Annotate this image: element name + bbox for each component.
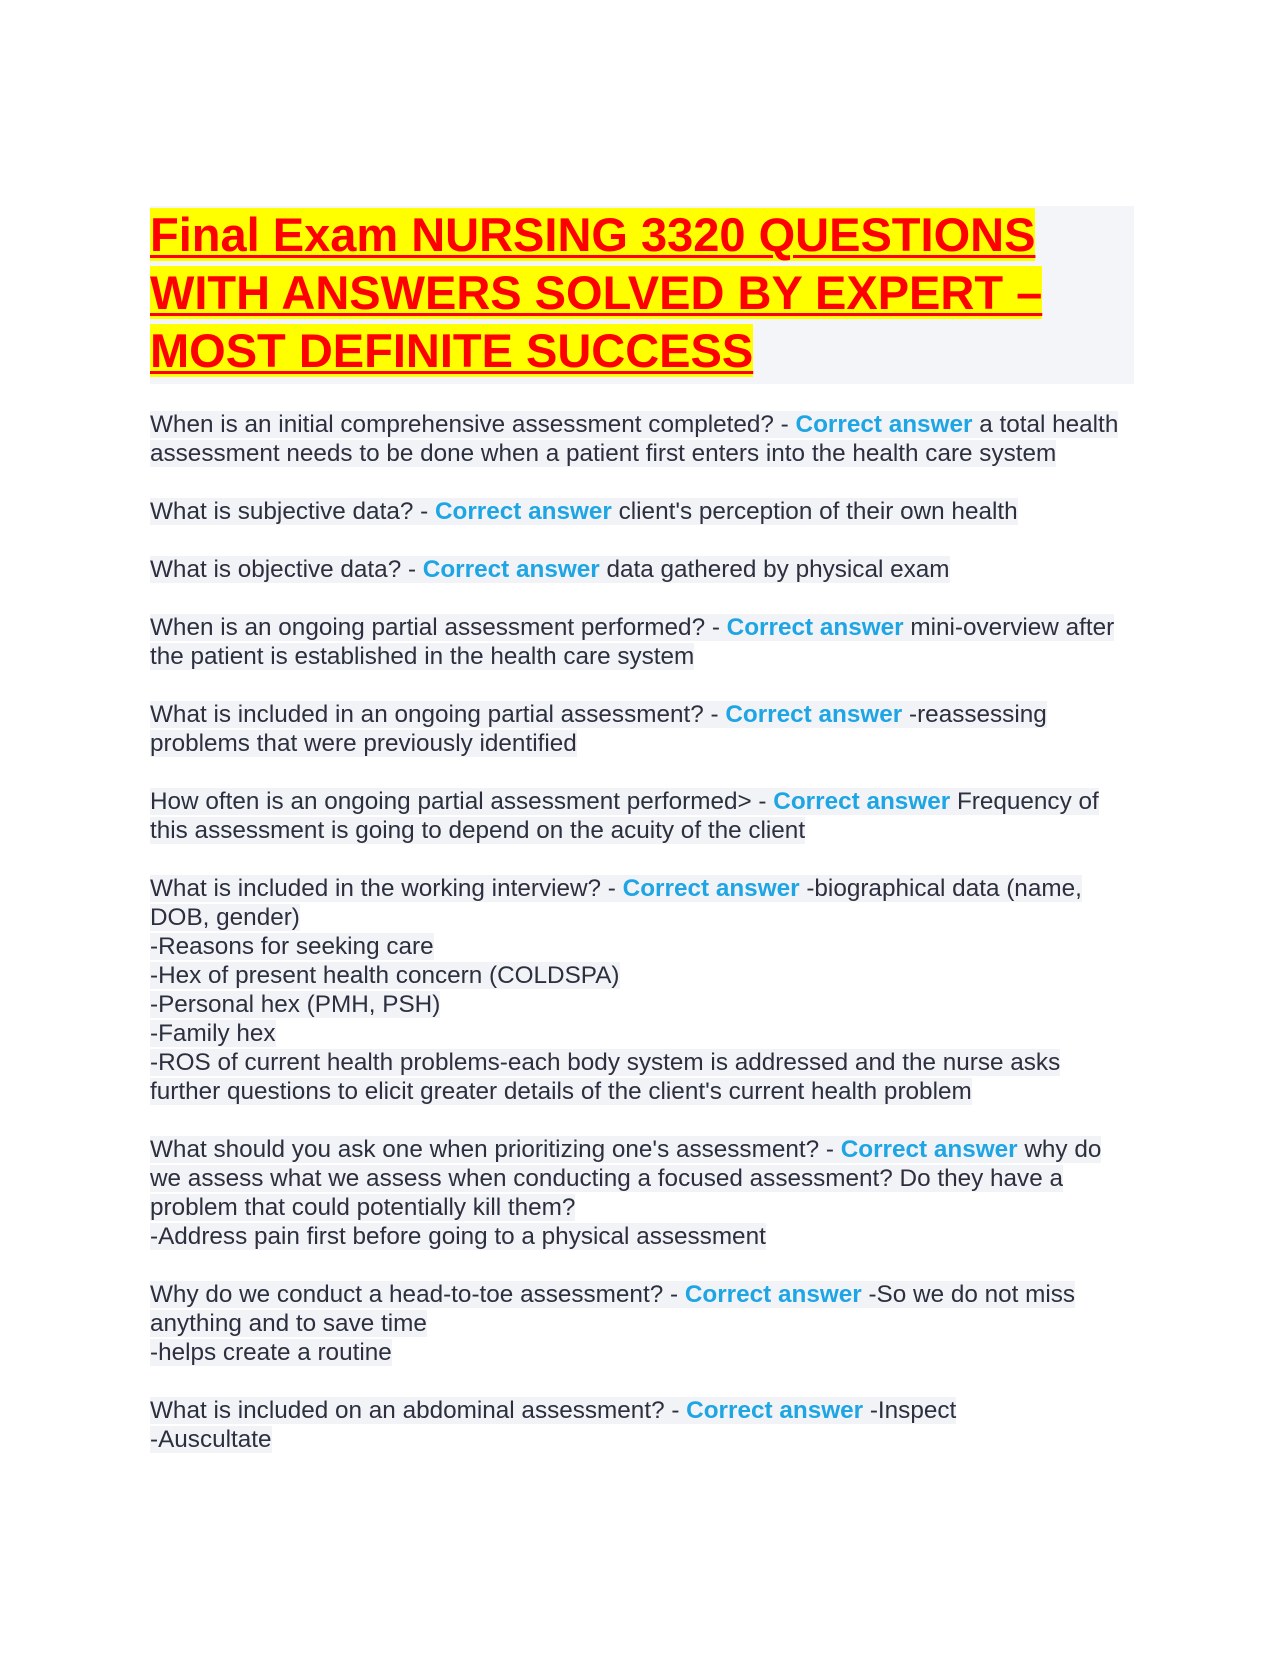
qa-main-line xyxy=(150,614,1114,670)
answer-continuation-text: -Hex of present health concern (COLDSPA) xyxy=(150,962,620,989)
correct-answer-label: Correct answer xyxy=(840,1136,1018,1163)
qa-item xyxy=(150,700,1134,758)
answer-continuation-line xyxy=(150,990,1134,1019)
correct-answer-label: Correct answer xyxy=(725,701,903,728)
answer-continuation-line xyxy=(150,932,1134,961)
answer-continuation-line xyxy=(150,961,1134,990)
correct-answer-label: Correct answer xyxy=(422,556,600,583)
answer-text: data gathered by physical exam xyxy=(599,556,950,583)
correct-answer-label: Correct answer xyxy=(795,411,973,438)
question-text: What is included in the working interview? - xyxy=(150,875,623,902)
answer-text: -So we do not miss anything and to save time xyxy=(150,1281,1076,1337)
answer-text: why do we assess what we assess when conducting a focused assessment? Do they have a problem that could potentially kill them? xyxy=(150,1136,1102,1221)
question-text: What is included in an ongoing partial assessment? - xyxy=(150,701,726,728)
question-text: When is an initial comprehensive assessment completed? - xyxy=(150,411,796,438)
answer-continuation-line xyxy=(150,1048,1134,1106)
qa-main-line xyxy=(150,788,1099,844)
qa-item xyxy=(150,613,1134,671)
answer-text: Frequency of this assessment is going to depend on the acuity of the client xyxy=(150,788,1099,844)
qa-item xyxy=(150,555,1134,584)
answer-continuation-line xyxy=(150,1222,1134,1251)
qa-item xyxy=(150,787,1134,845)
answer-continuation-text: -ROS of current health problems-each body system is addressed and the nurse asks further questions to elicit greater details of the client's current health problem xyxy=(150,1049,1061,1105)
qa-item xyxy=(150,1135,1134,1251)
answer-text: a total health assessment needs to be done when a patient first enters into the health care system xyxy=(150,411,1119,467)
qa-main-line xyxy=(150,556,950,583)
question-text: How often is an ongoing partial assessment performed> - xyxy=(150,788,774,815)
qa-main-line xyxy=(150,1397,956,1424)
document-page xyxy=(150,206,1134,1483)
answer-continuation-line xyxy=(150,1425,1134,1454)
correct-answer-label: Correct answer xyxy=(622,875,800,902)
correct-answer-label: Correct answer xyxy=(434,498,612,525)
correct-answer-label: Correct answer xyxy=(773,788,951,815)
question-text: What should you ask one when prioritizing one's assessment? - xyxy=(150,1136,841,1163)
correct-answer-label: Correct answer xyxy=(684,1281,862,1308)
qa-item xyxy=(150,1280,1134,1367)
qa-main-line xyxy=(150,1281,1075,1337)
qa-main-line xyxy=(150,1136,1101,1221)
answer-continuation-text: -helps create a routine xyxy=(150,1339,392,1366)
answer-text: -Inspect xyxy=(863,1397,957,1424)
title-block xyxy=(150,206,1134,384)
document-title-text: Final Exam NURSING 3320 QUESTIONS WITH ANSWERS SOLVED BY EXPERT – MOST DEFINITE SUCCESS xyxy=(150,208,1043,377)
qa-item xyxy=(150,497,1134,526)
qa-main-line xyxy=(150,875,1082,931)
qa-main-line xyxy=(150,411,1118,467)
answer-continuation-line xyxy=(150,1338,1134,1367)
question-text: When is an ongoing partial assessment performed? - xyxy=(150,614,727,641)
qa-item xyxy=(150,874,1134,1106)
qa-main-line xyxy=(150,498,1018,525)
answer-continuation-text: -Family hex xyxy=(150,1020,276,1047)
answer-text: client's perception of their own health xyxy=(611,498,1018,525)
answer-continuation-text: -Address pain first before going to a physical assessment xyxy=(150,1223,766,1250)
qa-item xyxy=(150,410,1134,468)
question-text: What is included on an abdominal assessment? - xyxy=(150,1397,687,1424)
qa-list xyxy=(150,410,1134,1454)
qa-main-line xyxy=(150,701,1047,757)
answer-text: -biographical data (name, DOB, gender) xyxy=(150,875,1082,931)
answer-text: mini-overview after the patient is established in the health care system xyxy=(150,614,1115,670)
answer-text: -reassessing problems that were previously identified xyxy=(150,701,1047,757)
answer-continuation-line xyxy=(150,1019,1134,1048)
question-text: What is objective data? - xyxy=(150,556,423,583)
correct-answer-label: Correct answer xyxy=(686,1397,864,1424)
answer-continuation-text: -Personal hex (PMH, PSH) xyxy=(150,991,441,1018)
document-title xyxy=(150,206,1134,380)
answer-continuation-text: -Auscultate xyxy=(150,1426,272,1453)
qa-item xyxy=(150,1396,1134,1454)
answer-continuation-text: -Reasons for seeking care xyxy=(150,933,434,960)
correct-answer-label: Correct answer xyxy=(726,614,904,641)
question-text: Why do we conduct a head-to-toe assessment? - xyxy=(150,1281,685,1308)
question-text: What is subjective data? - xyxy=(150,498,435,525)
